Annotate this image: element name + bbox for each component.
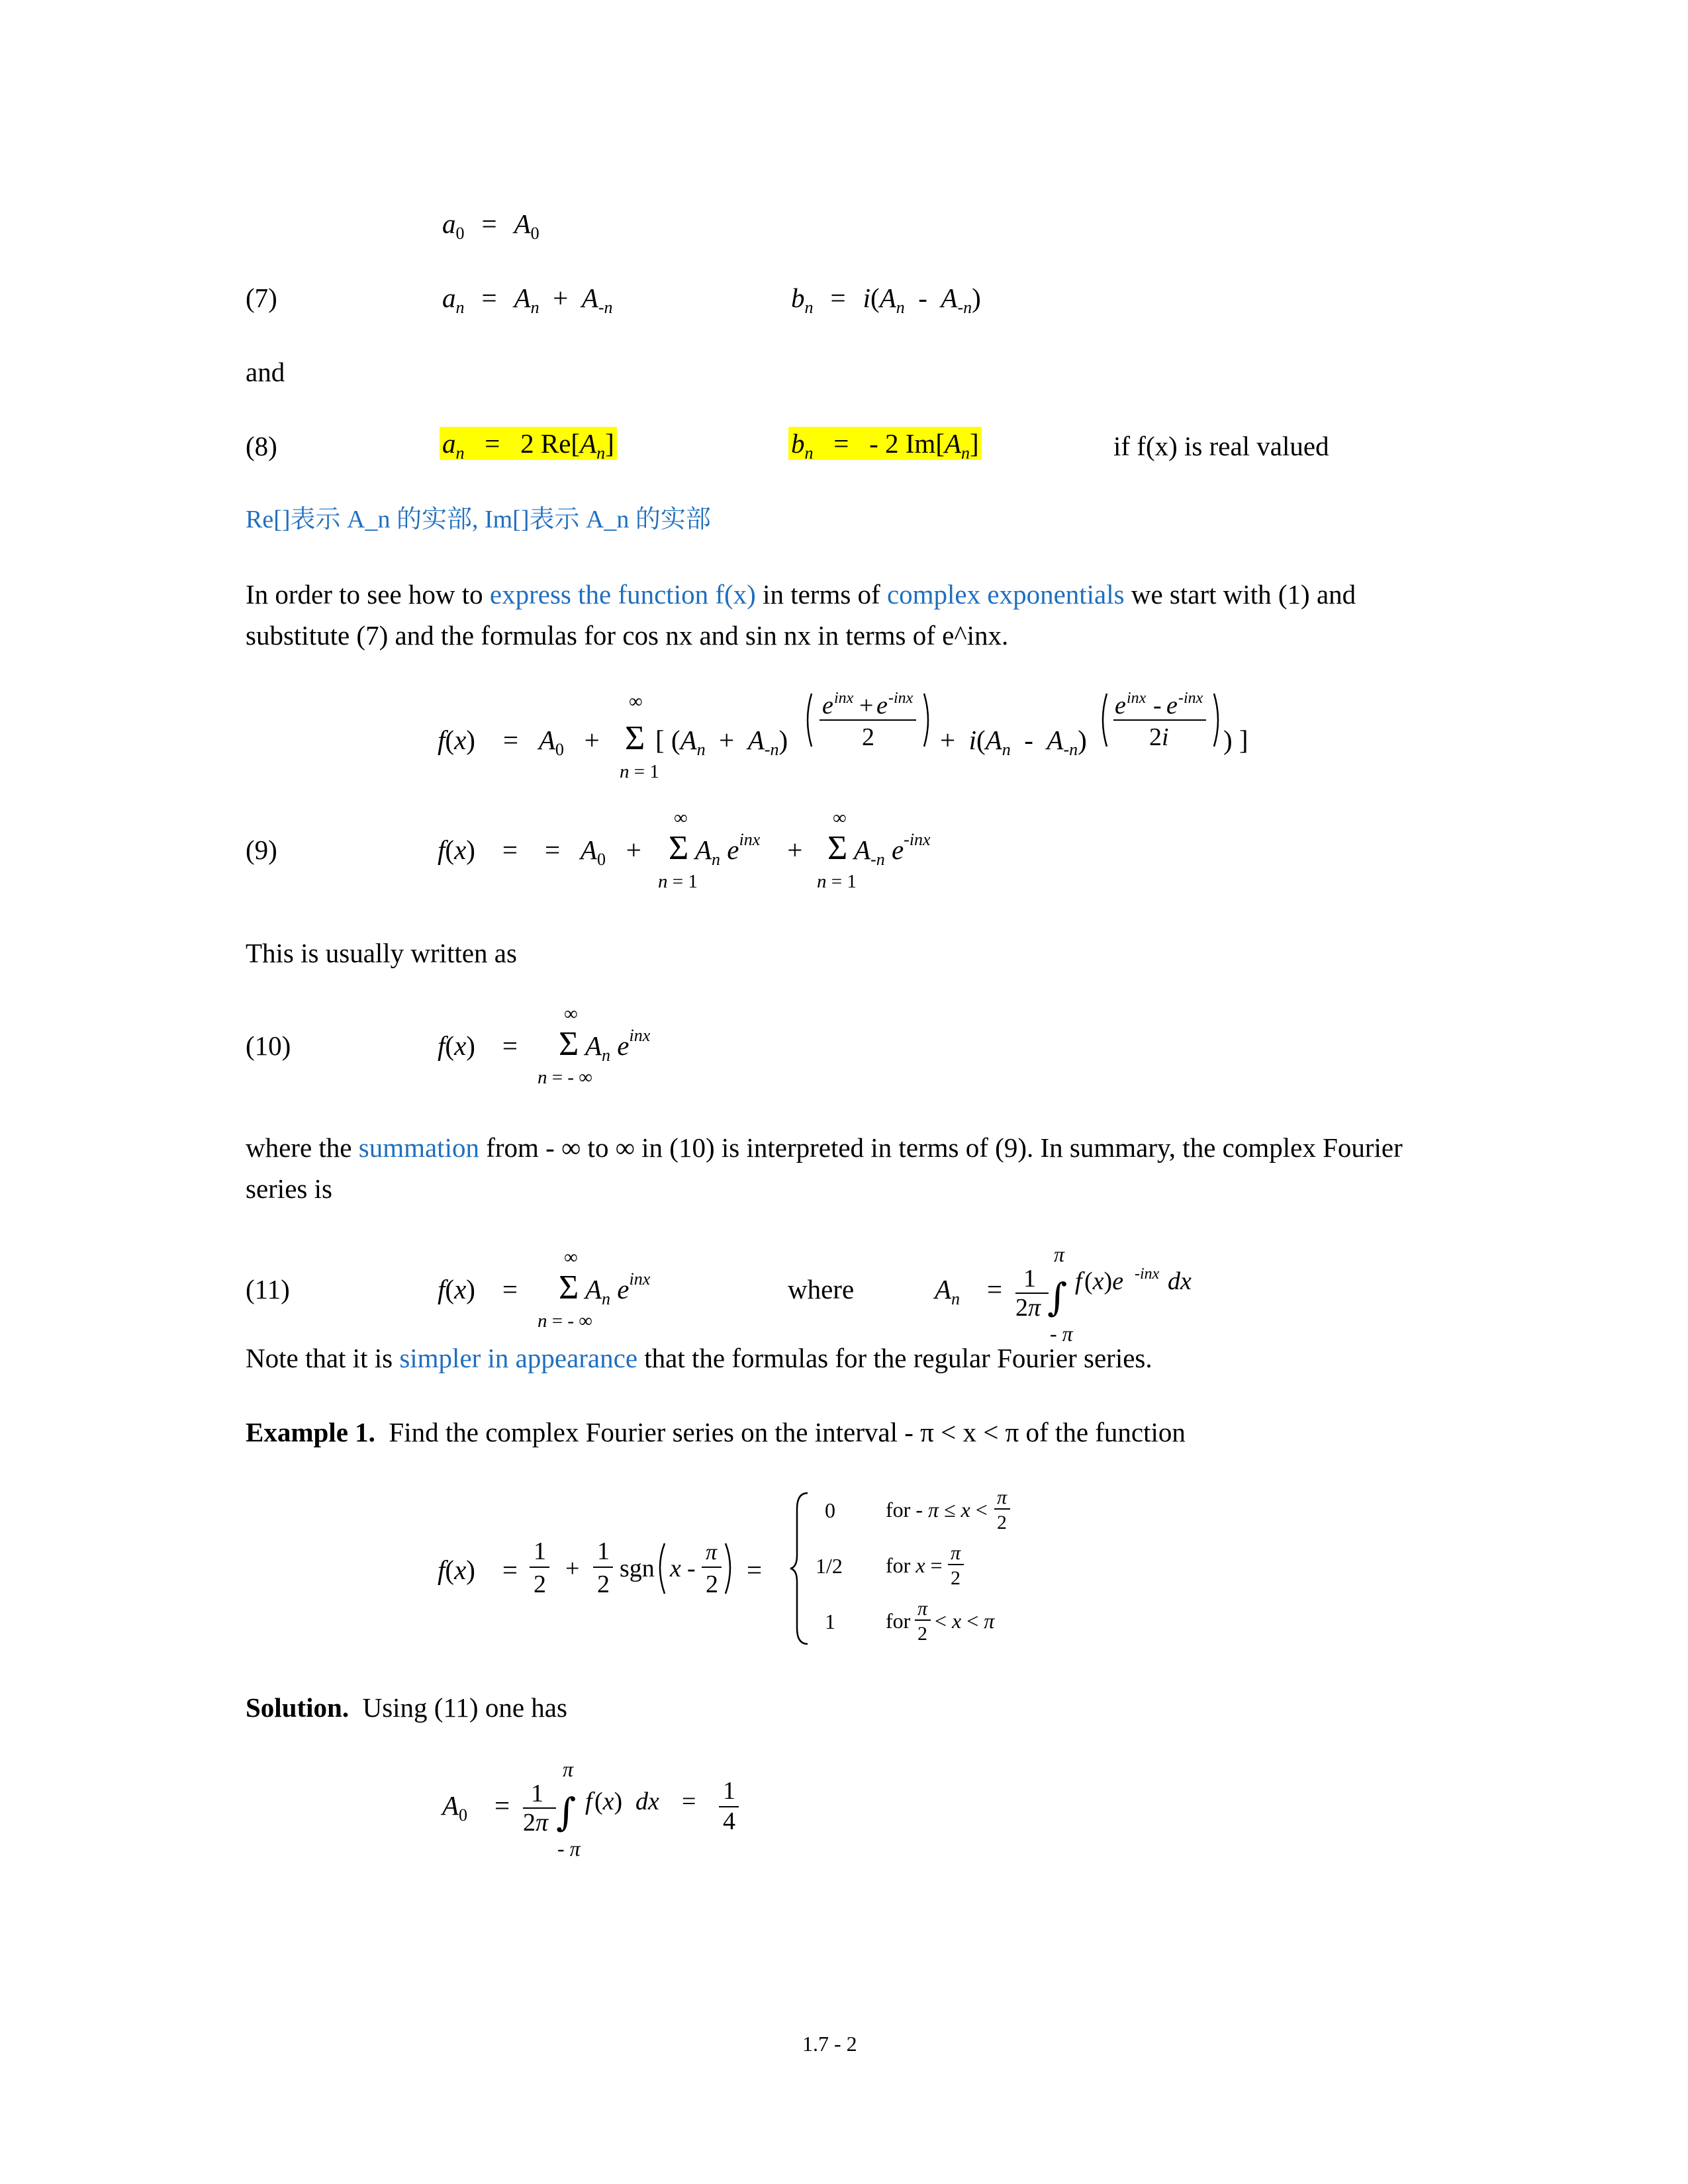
svg-text:for x =: for x = [886,1553,943,1577]
sum-sign-1: Σ [625,719,645,757]
piecewise-formula [520,1533,772,1606]
page-number: 1.7 - 2 [802,2032,857,2056]
svg-text:2i: 2i [1149,723,1169,751]
case-2-condition [883,1537,1015,1592]
example-label: Example 1. [246,1417,375,1447]
para1-text-c: we start with (1) and [1131,579,1356,610]
paragraph-1-line-2: substitute (7) and the formulas for cos nx and sin nx in terms of e^inx. [246,620,1009,651]
eq-10-term: $A_n$ $e^{inx}$ [585,1026,651,1066]
svg-text:e: e [876,692,888,719]
piecewise-equals: = [747,1555,763,1585]
svg-text:f: f [585,1788,592,1815]
eq-7-bn: $b_n = i(A_n - A_{-n})$ [791,283,981,318]
eq-11-An: $A_n$ = [935,1274,1003,1309]
svg-text:4: 4 [723,1807,735,1835]
paragraph-2-line-1 [246,1134,1403,1161]
eq-expanded-rhs: = $A_0$ + [503,725,600,760]
eq-11-lhs: f(x) = [438,1274,518,1304]
svg-text:dx: dx [635,1788,659,1815]
svg-text:f: f [1075,1267,1082,1295]
svg-text:2: 2 [951,1567,961,1589]
eq-expanded-close: ) ] [1223,725,1248,755]
svg-text:e: e [1115,692,1126,719]
svg-text:-inx: -inx [888,690,914,707]
svg-text:(x): (x) [594,1788,623,1815]
fraction-cos [802,688,935,754]
eq-expanded: f(x) [438,725,475,755]
para2-text-a: where the [246,1132,352,1163]
eq-label-9: (9) [246,835,277,865]
chinese-note: Re[]表示 A_n 的实部, Im[]表示 A_n 的实部 [246,506,711,533]
svg-text:2π: 2π [523,1809,549,1837]
para2-text-b: from - ∞ to ∞ in (10) is interpreted in terms of (9). In summary, the complex Fourier [486,1132,1403,1163]
svg-text:-inx: -inx [1135,1265,1160,1283]
solution-text: Using (11) one has [362,1692,567,1723]
svg-text:+: + [565,1555,580,1582]
svg-text:2π: 2π [1015,1294,1041,1322]
sum-upper-3: ∞ [833,807,847,829]
sum-lower-1: n = 1 [620,761,659,782]
sum-sign-2: Σ [669,829,689,867]
eq-8-an: $a_n = 2$ $Re[A_n]$ [440,430,617,457]
svg-text:(x)e: (x)e [1084,1267,1124,1295]
case-1-value: 0 [825,1498,835,1522]
fraction-sin [1098,688,1223,754]
svg-text:π: π [917,1598,928,1619]
svg-text:e: e [1166,692,1178,719]
integral-An [1013,1239,1205,1345]
eq-11-term: $A_n$ $e^{inx}$ [585,1269,651,1309]
sum-lower-2: n = 1 [658,871,698,892]
svg-text:π: π [951,1542,961,1564]
eq-9-term2: $A_{-n}$ $e^{-inx}$ [854,830,931,870]
svg-text:1: 1 [531,1780,543,1807]
svg-text:- π: - π [1050,1322,1073,1345]
note-text-b: that the formulas for the regular Fourier series. [644,1343,1152,1373]
solution-line [246,1694,567,1721]
svg-text:1: 1 [534,1537,546,1565]
eq-label-10: (10) [246,1030,291,1061]
svg-text:- π: - π [557,1837,581,1860]
link-complex-exponentials[interactable]: complex exponentials [886,579,1125,610]
eq-9-term1: $A_n$ $e^{inx}$ + [695,830,803,870]
svg-text:1: 1 [723,1777,735,1805]
case-1-condition [883,1481,1042,1537]
svg-text:π: π [706,1540,718,1565]
svg-text:< x < π: < x < π [935,1609,995,1633]
svg-text:2: 2 [997,1512,1007,1533]
case-2-value: 1/2 [816,1554,843,1578]
eq-7-an: $a_n = A_n + A_{-n}$ [442,283,613,318]
eq-expanded-body: [ $(A_n + A_{-n})$ [655,725,788,760]
paragraph-2-line-2: series is [246,1173,332,1204]
eq-label-8: (8) [246,431,277,461]
sum-lower-4: n = - ∞ [538,1067,592,1088]
eq-9: f(x) = = $A_0$ + [438,835,641,870]
svg-text:dx: dx [1168,1267,1192,1295]
svg-text:+: + [859,692,874,719]
sum-lower-5: n = - ∞ [538,1310,592,1332]
svg-text:-inx: -inx [1178,690,1203,707]
svg-text:inx: inx [834,690,854,707]
svg-text:1: 1 [1023,1265,1036,1293]
eq-label-11: (11) [246,1274,290,1304]
sum-upper-1: ∞ [629,691,643,712]
and-text: and [246,357,285,387]
sum-sign-5: Σ [559,1269,579,1306]
piecewise-lhs: f(x) = [438,1555,518,1585]
example-text: Find the complex Fourier series on the interval - π < x < π of the function [389,1417,1186,1447]
svg-text:2: 2 [862,723,874,751]
note-line [246,1345,1152,1372]
para1-text-b: in terms of [763,579,880,610]
sum-upper-4: ∞ [564,1003,578,1024]
where-text: where [788,1274,855,1304]
link-summation[interactable]: summation [358,1132,479,1163]
sum-sign-3: Σ [827,829,848,867]
svg-text:π: π [563,1757,574,1781]
integral-A0 [516,1754,755,1860]
svg-text:for - π ≤ x <: for - π ≤ x < [886,1498,988,1522]
svg-text:2: 2 [534,1570,546,1598]
svg-text:π: π [1054,1242,1065,1266]
para1-text-a: In order to see how to [246,579,483,610]
svg-text:=: = [682,1788,696,1815]
eq-8-bn: $b_n$ = - 2 $Im[A_n]$ [788,430,982,457]
eq-10: f(x) = [438,1030,518,1061]
paragraph-1-line-1 [246,581,1356,608]
svg-text:∫: ∫ [1047,1275,1068,1320]
svg-text:2: 2 [917,1623,927,1645]
usually-written-text: This is usually written as [246,938,517,968]
solution-label: Solution. [246,1692,350,1723]
real-valued-note: if f(x) is real valued [1113,431,1329,461]
svg-text:π: π [997,1486,1008,1508]
svg-text:sgn: sgn [620,1555,655,1582]
svg-text:2: 2 [597,1570,610,1598]
piecewise-brace [788,1489,814,1648]
svg-text:1: 1 [597,1537,610,1565]
svg-text:-: - [1153,692,1162,719]
case-3-value: 1 [825,1610,835,1633]
svg-text:∫: ∫ [556,1790,577,1835]
svg-text:x: x [670,1555,681,1582]
svg-text:-: - [687,1555,696,1582]
example-line [246,1419,1186,1446]
eq-label-7: (7) [246,283,277,313]
sum-sign-4: Σ [559,1025,579,1063]
eq-A0-lhs: $A_0$ = [442,1790,510,1825]
svg-text:2: 2 [706,1570,718,1598]
link-express-function[interactable]: express the function f(x) [489,579,756,610]
svg-text:for: for [886,1609,911,1633]
sum-upper-2: ∞ [674,807,688,829]
sum-upper-5: ∞ [564,1247,578,1268]
eq-expanded-sin: + $i(A_n - A_{-n})$ [940,725,1087,760]
svg-text:e: e [822,692,833,719]
note-text-a: Note that it is [246,1343,393,1373]
svg-text:inx: inx [1127,690,1147,707]
case-3-condition [883,1592,1042,1648]
eq-a0: $a_0 = A_0$ [442,208,539,244]
link-simpler-in-appearance[interactable]: simpler in appearance [399,1343,638,1373]
sum-lower-3: n = 1 [817,871,857,892]
